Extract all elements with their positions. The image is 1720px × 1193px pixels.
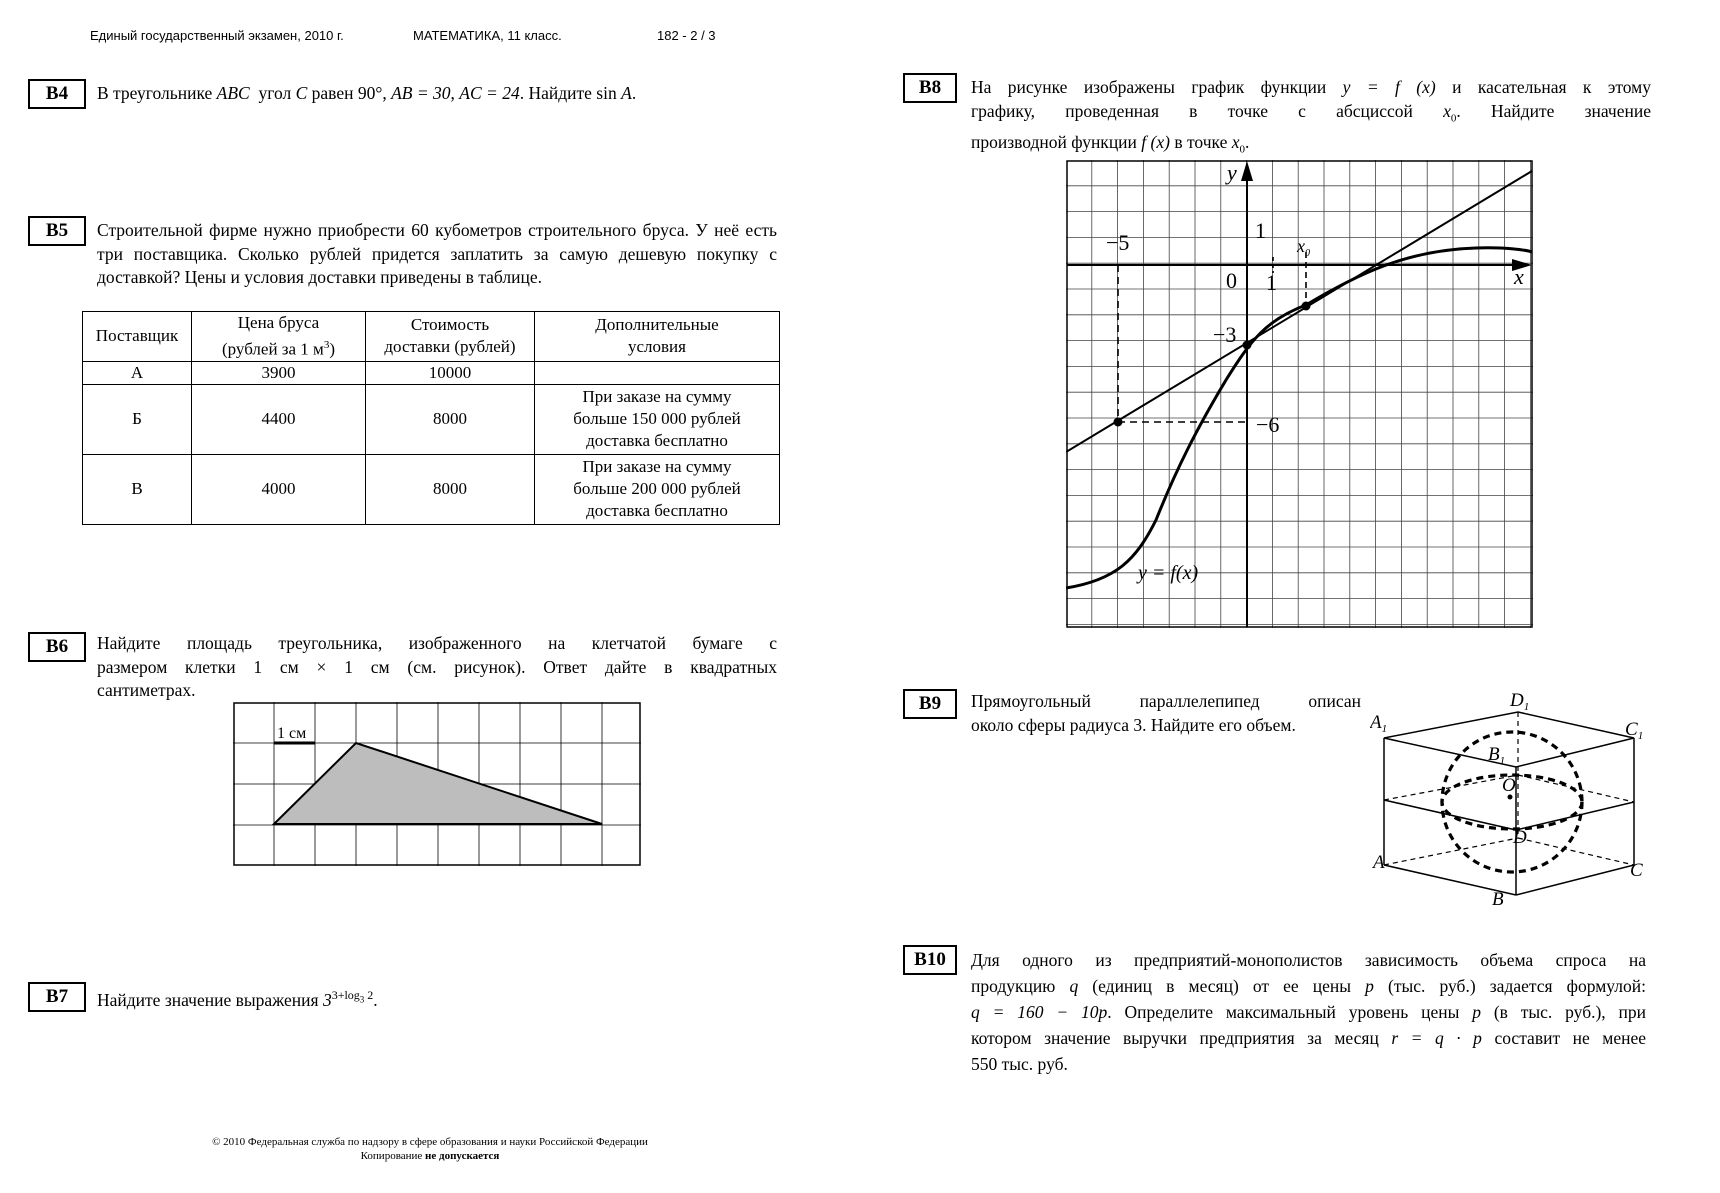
vertex-C1: $C_1$ (1625, 719, 1644, 742)
triangle-grid-figure (233, 702, 643, 867)
tick-label-minus6: −6 (1256, 412, 1280, 437)
vertex-D1: $D_1$ (1510, 690, 1530, 713)
header-delivery: Стоимость доставки (рублей) (366, 312, 535, 362)
cell-price: 4000 (192, 454, 366, 524)
header-price: Цена бруса (рублей за 1 $м^3$) (192, 312, 366, 362)
table-row (83, 454, 780, 524)
y-axis-arrow-icon (1241, 161, 1253, 181)
x-axis-label: x (1514, 264, 1524, 289)
point-tangent-y-intercept (1243, 341, 1252, 350)
vertex-B: B (1492, 889, 1504, 910)
x0-label: $x_0$ (1297, 236, 1310, 259)
vertex-A: A (1373, 852, 1385, 873)
tangency-point (1302, 302, 1311, 311)
table-row (83, 361, 780, 384)
tick-label-minus5: −5 (1106, 230, 1130, 255)
task-label-b4: B4 (28, 79, 86, 109)
scale-label: 1 см (277, 725, 307, 742)
function-name-label: y = f(x) (1138, 562, 1199, 584)
tick-label-minus3: −3 (1213, 322, 1237, 347)
task-label-b5: B5 (28, 216, 86, 246)
cell-conditions: При заказе на сумму больше 200 000 рублей доставка бесплатно (535, 454, 780, 524)
task-label-b7: B7 (28, 982, 86, 1012)
cell-conditions: При заказе на сумму больше 150 000 рублей доставка бесплатно (535, 384, 780, 454)
y-axis-label: y (1227, 160, 1237, 185)
cell-delivery: 8000 (366, 384, 535, 454)
tick-label-y-1: 1 (1255, 218, 1266, 243)
cell-delivery: 10000 (366, 361, 535, 384)
task-b8-text: На рисунке изображены график функции y = f (x) и касательная к этому графику, проведенная в точке с абсциссой $x_0$. Найдите значение производной функции f (x) в точке $x_0$. (971, 77, 1651, 155)
cell-supplier: А (83, 361, 192, 384)
table-header-row (83, 312, 780, 362)
header-exam-title: Единый государственный экзамен, 2010 г. (90, 28, 344, 43)
header-conditions: Дополнительные условия (535, 312, 780, 362)
cell-delivery: 8000 (366, 454, 535, 524)
task-label-b10: B10 (903, 945, 957, 975)
header-page-number: 182 - 2 / 3 (657, 28, 716, 43)
task-label-b8: B8 (903, 73, 957, 103)
point-minus5 (1114, 418, 1123, 427)
parallelepiped-figure (1370, 690, 1650, 910)
task-b4-text: В треугольнике ABC угол C равен 90°, AB = 30, AC = 24. Найдите sin A. (97, 83, 637, 103)
vertex-A1: $A_1$ (1370, 712, 1388, 735)
table-row (83, 384, 780, 454)
task-b7-text: Найдите значение выражения $3^{3+log_3 2}$. (97, 988, 378, 1010)
tick-label-x-1: 1 (1266, 270, 1277, 295)
footer-copyright: © 2010 Федеральная служба по надзору в сфере образования и науки Российской Федерации Копирование не допускается (212, 1136, 648, 1162)
task-b9-text: Прямоугольный параллелепипед описан около сферы радиуса 3. Найдите его объем. (971, 691, 1361, 735)
header-supplier: Поставщик (83, 312, 192, 362)
origin-label: 0 (1226, 268, 1237, 293)
vertex-D: D (1513, 827, 1527, 848)
cell-conditions (535, 361, 780, 384)
tangent-line (1066, 171, 1532, 452)
task-b10-text: Для одного из предприятий-монополистов зависимость объема спроса на продукцию q (единиц в месяц) от ее цены p (тыс. руб.) задается формулой: q = 160 − 10p. Определите максимальный уровень цены p (в тыс. руб.), при котором значение выручки предприятия за месяц r = q · p составит не менее 550 тыс. руб. (971, 950, 1647, 1074)
vertex-C: C (1630, 860, 1643, 881)
vertex-B1: $B_1$ (1488, 744, 1506, 767)
sphere-outline (1442, 732, 1582, 872)
task-b5-text: Строительной фирме нужно приобрести 60 кубометров строительного бруса. У неё есть три поставщика. Сколько рублей придется заплатить за самую дешевую покупку с доставкой? Цены и условия доставки приведены в таблице. (97, 220, 777, 287)
task-label-b6: B6 (28, 632, 86, 662)
function-graph (1066, 160, 1536, 630)
center-O: O (1502, 775, 1516, 796)
task-b6-text: Найдите площадь треугольника, изображенного на клетчатой бумаге с размером клетки 1 см × 1 см (см. рисунок). Ответ дайте в квадратных сантиметрах. (97, 633, 777, 700)
cell-price: 3900 (192, 361, 366, 384)
header-subject: МАТЕМАТИКА, 11 класс. (413, 28, 562, 43)
cell-supplier: Б (83, 384, 192, 454)
cell-price: 4400 (192, 384, 366, 454)
cell-supplier: В (83, 454, 192, 524)
suppliers-table (82, 311, 780, 525)
task-label-b9: B9 (903, 689, 957, 719)
